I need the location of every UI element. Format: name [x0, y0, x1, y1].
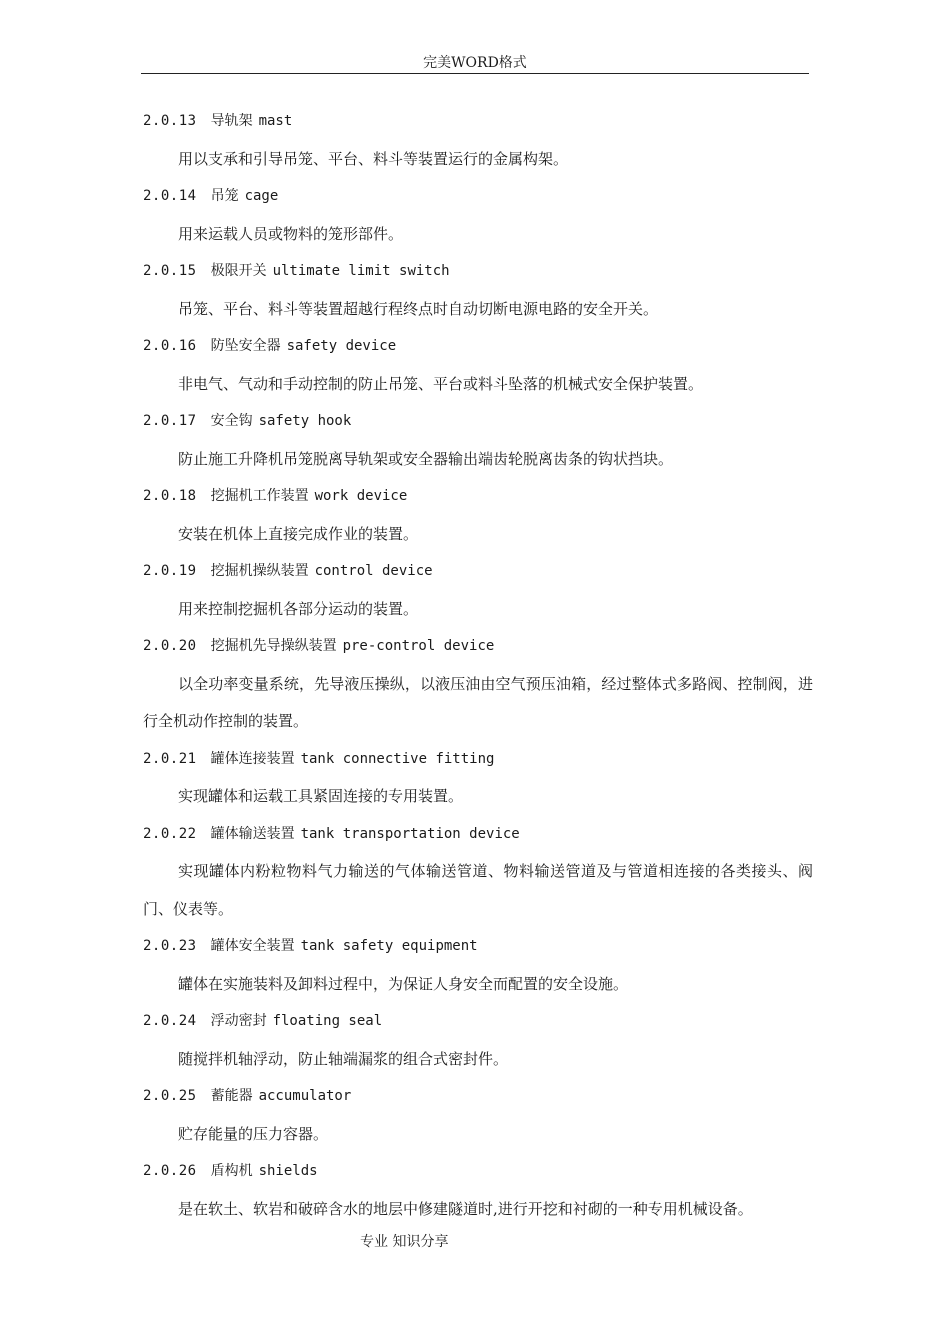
term-number: 2.0.14 [143, 188, 197, 204]
term-number: 2.0.24 [143, 1013, 197, 1029]
term-english: floating seal [272, 1013, 383, 1029]
term-heading [143, 816, 813, 854]
term-entry [143, 103, 813, 178]
term-chinese: 吊笼 [210, 188, 239, 204]
term-english: ultimate limit switch [272, 263, 450, 279]
term-definition: 吊笼、平台、料斗等装置超越行程终点时自动切断电源电路的安全开关。 [178, 299, 659, 318]
term-number: 2.0.13 [143, 113, 197, 129]
term-chinese: 挖掘机工作装置 [210, 488, 309, 504]
term-chinese: 罐体安全装置 [210, 938, 295, 954]
term-number: 2.0.16 [143, 338, 197, 354]
term-entry [143, 1153, 813, 1228]
term-definition: 罐体在实施装料及卸料过程中，为保证人身安全而配置的安全设施。 [178, 974, 629, 993]
term-english: tank transportation device [300, 825, 520, 842]
term-heading [143, 403, 813, 441]
term-chinese: 挖掘机操纵装置 [210, 563, 309, 579]
term-number: 2.0.18 [143, 488, 197, 504]
term-chinese: 防坠安全器 [210, 338, 281, 354]
term-english: shields [258, 1163, 318, 1179]
page-header: 完美WORD格式 [141, 54, 809, 74]
term-chinese: 导轨架 [210, 113, 253, 129]
term-definition: 随搅拌机轴浮动，防止轴端漏浆的组合式密封件。 [178, 1049, 509, 1068]
term-entry [143, 816, 813, 929]
term-entry [143, 741, 813, 816]
term-definition: 防止施工升降机吊笼脱离导轨架或安全器输出端齿轮脱离齿条的钩状挡块。 [178, 449, 674, 468]
term-entry [143, 628, 813, 741]
term-chinese: 罐体连接装置 [210, 750, 295, 767]
term-definition: 是在软土、软岩和破碎含水的地层中修建隧道时,进行开挖和衬砌的一种专用机械设备。 [178, 1199, 753, 1218]
term-heading [143, 178, 813, 216]
term-number: 2.0.21 [143, 750, 197, 767]
term-definition: 非电气、气动和手动控制的防止吊笼、平台或料斗坠落的机械式安全保护装置。 [178, 374, 704, 393]
term-english: safety hook [258, 413, 352, 429]
term-entry [143, 553, 813, 628]
term-entry [143, 328, 813, 403]
term-definition: 贮存能量的压力容器。 [178, 1124, 329, 1143]
term-heading [143, 1003, 813, 1041]
term-definition: 安装在机体上直接完成作业的装置。 [178, 524, 419, 543]
term-heading [143, 1078, 813, 1116]
term-definition: 实现罐体和运载工具紧固连接的专用装置。 [178, 787, 464, 805]
term-number: 2.0.19 [143, 563, 197, 579]
term-heading [143, 103, 813, 141]
term-entry [143, 253, 813, 328]
term-heading [143, 741, 813, 779]
term-chinese: 安全钩 [210, 413, 253, 429]
page-footer: 专业 知识分享 [360, 1234, 449, 1250]
term-english: pre-control device [342, 638, 495, 654]
term-number: 2.0.26 [143, 1163, 197, 1179]
term-entry [143, 1003, 813, 1078]
term-definition: 用来控制挖掘机各部分运动的装置。 [178, 599, 419, 618]
term-chinese: 浮动密封 [210, 1013, 267, 1029]
term-number: 2.0.15 [143, 263, 197, 279]
term-definition: 实现罐体内粉粒物料气力输送的气体输送管道、物料输送管道及与管道相连接的各类接头、阀门、仪表等。 [143, 862, 813, 918]
term-entry [143, 478, 813, 553]
term-entry [143, 928, 813, 1003]
term-chinese: 罐体输送装置 [210, 825, 295, 842]
term-heading [143, 628, 813, 666]
term-number: 2.0.17 [143, 413, 197, 429]
term-heading [143, 1153, 813, 1191]
term-definition: 用来运载人员或物料的笼形部件。 [178, 224, 404, 243]
term-entry [143, 1078, 813, 1153]
term-heading [143, 253, 813, 291]
term-english: cage [244, 188, 279, 204]
term-number: 2.0.20 [143, 638, 197, 654]
term-english: accumulator [258, 1088, 352, 1104]
term-number: 2.0.25 [143, 1088, 197, 1104]
term-number: 2.0.23 [143, 938, 197, 954]
term-english: tank connective fitting [300, 750, 495, 767]
term-english: tank safety equipment [300, 938, 478, 954]
term-number: 2.0.22 [143, 825, 197, 842]
term-definition: 用以支承和引导吊笼、平台、料斗等装置运行的金属构架。 [178, 149, 569, 168]
term-definition: 以全功率变量系统，先导液压操纵，以液压油由空气预压油箱，经过整体式多路阀、控制阀，进行全机动作控制的装置。 [143, 674, 813, 730]
term-english: safety device [286, 338, 397, 354]
term-entry [143, 403, 813, 478]
term-chinese: 挖掘机先导操纵装置 [210, 638, 337, 654]
term-chinese: 极限开关 [210, 263, 267, 279]
term-heading [143, 553, 813, 591]
term-english: work device [314, 488, 408, 504]
term-heading [143, 478, 813, 516]
term-heading [143, 328, 813, 366]
document-body [143, 103, 813, 1228]
term-english: mast [258, 113, 293, 129]
term-chinese: 蓄能器 [210, 1088, 253, 1104]
term-english: control device [314, 563, 433, 579]
term-entry [143, 178, 813, 253]
term-heading [143, 928, 813, 966]
term-chinese: 盾构机 [210, 1163, 253, 1179]
